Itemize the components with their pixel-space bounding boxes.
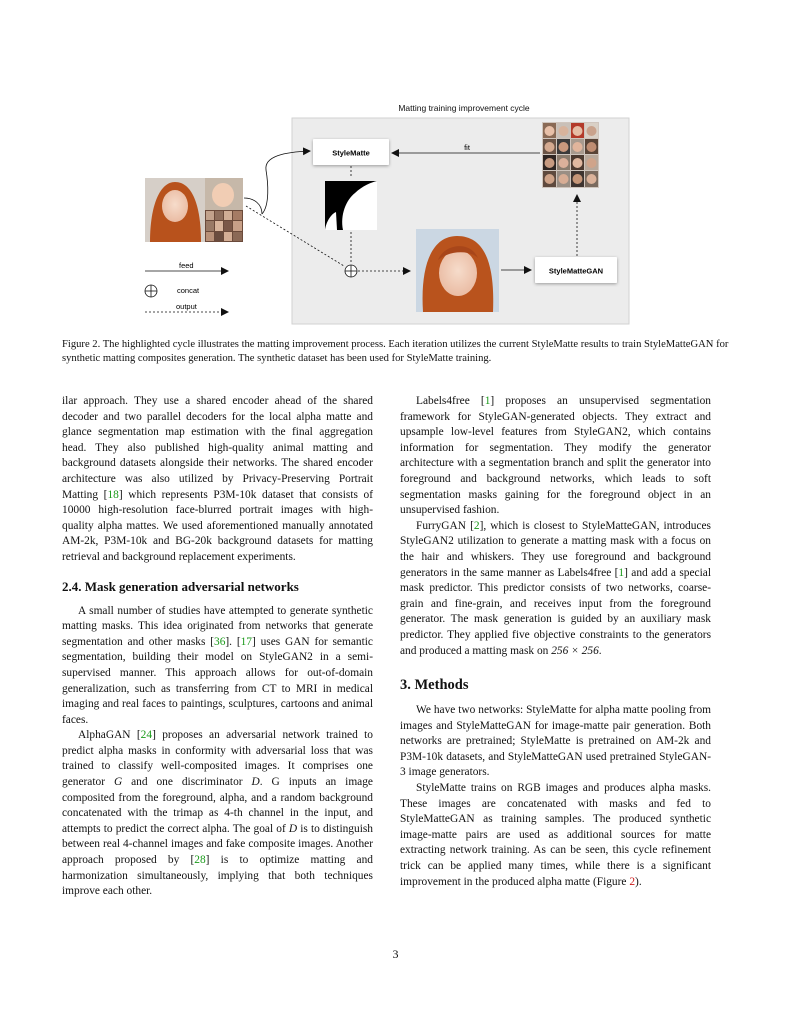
section-heading-3: 3. Methods [400,677,469,694]
figure-title: Matting training improvement cycle [398,103,530,113]
input-photos-image [145,178,243,242]
paragraph: StyleMatte trains on RGB images and produces alpha masks. These images are concatenated with masks and fed to StyleMatteGAN as training samples. The produced synthetic image-matte pairs are used as additional sources for matte extracting network training. As can be seen, this cycle refinement trick can be applied many times, while there is a significant improvement in the produced alpha matte (Figure 2). [400,782,711,888]
paragraph: Labels4free [1] proposes an unsupervised segmentation framework for StyleGAN-generated objects. They extract and upsample low-level features from StyleGAN2, which contains information for segmentation. They modify the generator architecture with a segmentation branch and split the generator into foreground and background networks, which leads to soft segmentation masks gaining for the foreground object in an unsupervised fashion. [400,395,711,517]
legend-output: output [176,302,197,311]
stylemattegan-box: StyleMatteGAN [548,266,604,276]
alpha-mask-image [325,181,377,230]
figure-caption: Figure 2. The highlighted cycle illustrates the matting improvement process. Each iteration utilizes the current StyleMatte results to train StyleMatteGAN for synthetic matting composites generation. The synthetic dataset has been used for StyleMatte training. [62,339,729,364]
paragraph: ilar approach. They use a shared encoder ahead of the shared decoder and two parallel decoders for the local alpha matte and glance segmentation map estimation with the final aggregation head. They also published high-quality animal matting and background datasets alongside their networks. The shared encoder architecture was also utilized by Privacy-Preserving Portrait Matting [18] which represents P3M-10k dataset that consists of 10000 high-resolution face-blurred portrait images with high-quality alpha mattes. We used aforementioned manually annotated AM-2k, P3M-10k and BG-20k background datasets for matting retrieval and background replacement experiments. [62,395,374,563]
figure-2-diagram [0,0,791,330]
citation-link[interactable]: 24 [140,729,153,742]
section-heading-2-4: 2.4. Mask generation adversarial networks [62,578,299,594]
paragraph: AlphaGAN [24] proposes an adversarial network trained to predict alpha masks in conformity with adversarial loss that was trained to classify well-composited images. It comprises one generator G and one discriminator D. G inputs an image composited from the foreground, alpha, and a random background concatenated with the trimap as 4-th channel in the input, and attempts to predict the correct alpha. The goal of D is to distinguish between real 4-channel images and fake composite images. Another approach proposed by [28] is to optimize matting and harmonization simultaneously, implying that both techniques improve each other. [62,729,374,898]
legend-concat: concat [177,286,200,295]
citation-link[interactable]: 36 [214,635,226,648]
stylematte-box: StyleMatte [332,148,370,158]
citation-link[interactable]: 2 [473,519,480,532]
page-number: 3 [392,947,399,961]
paragraph: We have two networks: StyleMatte for alpha matte pooling from images and StyleMatteGAN for image-matte pair generation. Both networks are pretrained; StyleMatte is pretrained on AM-2k and P3M-10k datasets, and StyleMatteGAN used pretrained StyleGAN-3 image generators. [400,704,711,779]
citation-link[interactable]: 17 [240,635,252,648]
citation-link[interactable]: 1 [484,395,491,407]
output-portrait-image [416,229,499,312]
fit-label: fit [464,143,470,152]
left-column [62,394,373,900]
paragraph: A small number of studies have attempted to generate synthetic matting masks. This idea originated from networks that generate segmentation and other masks [36]. [17] uses GAN for semantic segmentation, building their model on StyleGAN2 in a semi-supervised manner. This approach allows for out-of-domain generalization, such as transferring from CT to MRI in medical imaging and real faces to paintings, sculptures, cartoons and animal faces. [62,604,373,726]
citation-link[interactable]: 18 [107,488,119,501]
citation-link[interactable]: 28 [194,854,206,867]
face-grid-image [542,122,599,188]
citation-link[interactable]: 1 [618,566,625,579]
right-column [400,394,711,890]
legend-feed: feed [179,261,194,270]
legend [145,261,228,312]
paragraph: FurryGAN [2], which is closest to StyleMatteGAN, introduces StyleGAN2 utilization to generate a matting mask with a focus on the hair and whiskers. They use foreground and background generators in the same manner as Labels4free [1] and add a special mask predictor. This predictor consists of two networks, coarse-grain and fine-grain, and receives input from the foreground generator. The mask generation is guided by an auxiliary mask predictor. They applied five objective constraints to the generators and produced a matting mask on 256 × 256. [400,519,711,657]
figure-ref-link[interactable]: 2 [629,875,636,888]
